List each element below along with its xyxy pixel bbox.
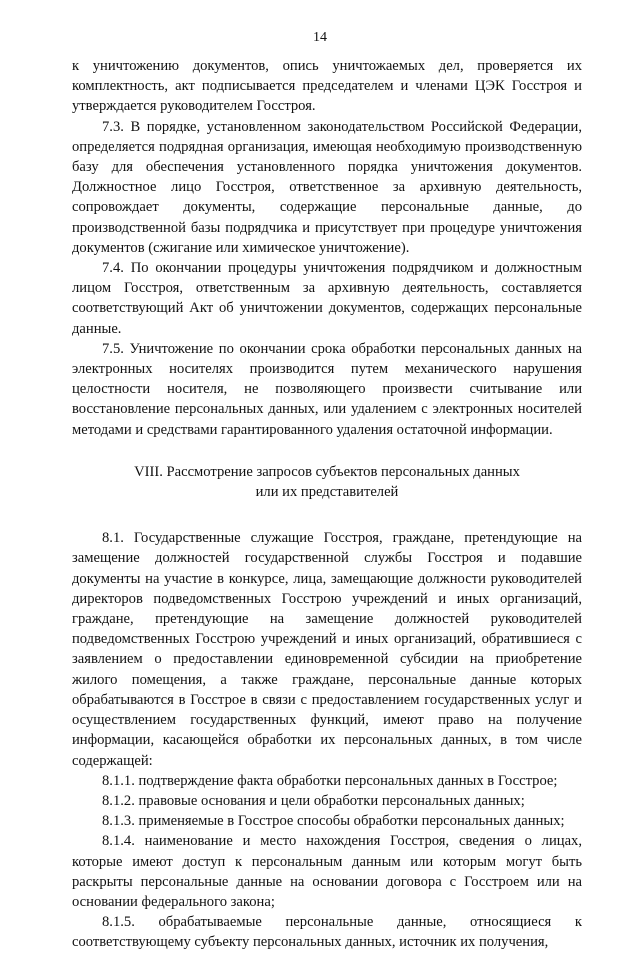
- paragraph-7-5: 7.5. Уничтожение по окончании срока обработки персональных данных на электронных носителях производится путем механического нарушения целостности носителя, не позволяющего произвести считывание или восстановление персональных данных, или удалением с электронных носителей методами и средствами гарантированного удаления остаточной информации.: [72, 340, 582, 438]
- paragraph-8-1-5: 8.1.5. обрабатываемые персональные данные, относящиеся к соответствующему субъекту персональных данных, источник их получения,: [72, 914, 582, 951]
- paragraph-7-2-continuation: к уничтожению документов, опись уничтожаемых дел, проверяется их комплектность, акт подписывается председателем и членами ЦЭК Госстроя и утверждается руководителем Госстроя.: [72, 58, 582, 115]
- paragraph-7-3: 7.3. В порядке, установленном законодательством Российской Федерации, определяется подрядная организация, имеющая необходимую производственную базу для обеспечения установленного порядка уничтожения документов. Должностное лицо Госстроя, ответственное за архивную деятельность, сопровождает документы, содержащие персональные данные, до производственной базы подрядчика и присутствует при процедуре уничтожения документов (сжигание или химическое уничтожение).: [72, 118, 582, 256]
- paragraph-8-1-1: 8.1.1. подтверждение факта обработки персональных данных в Госстрое;: [102, 772, 558, 789]
- paragraph-8-1-3: 8.1.3. применяемые в Госстрое способы обработки персональных данных;: [102, 813, 565, 830]
- paragraph-8-1: 8.1. Государственные служащие Госстроя, граждане, претендующие на замещение должностей государственной службы Госстроя и подавшие документы на участие в конкурсе, лица, замещающие должности руководителей директоров подведомственных Госстрою учреждений и иных организаций, граждане, претендующие на замещение должностей руководителей подведомственных Госстрою учреждений и иных организаций, обратившиеся с заявлением о предоставлении единовременной субсидии на приобретение жилого помещения, а также граждане, персональные данные которых обрабатываются в Госстрое в связи с предоставлением государственных услуг и осуществлением государственных функций, имеют право на получение информации, касающейся обработки их персональных данных, в том числе содержащей:: [72, 530, 582, 769]
- page-body: [72, 56, 582, 953]
- section-heading-line-1: VIII. Рассмотрение запросов субъектов персональных данных: [134, 463, 520, 480]
- section-heading: [72, 462, 582, 502]
- paragraph-8-1-2: 8.1.2. правовые основания и цели обработки персональных данных;: [102, 792, 525, 809]
- page-number: 14: [313, 30, 327, 45]
- paragraph-7-4: 7.4. По окончании процедуры уничтожения подрядчиком и должностным лицом Госстроя, ответственным за архивную деятельность, составляется соответствующий Акт об уничтожении документов, содержащих персональные данные.: [72, 260, 582, 337]
- section-heading-line-2: или их представителей: [255, 484, 399, 501]
- paragraph-8-1-4: 8.1.4. наименование и место нахождения Госстроя, сведения о лицах, которые имеют доступ к персональным данным или которым могут быть раскрыты персональные данные на основании договора с Госстроем или на основании федерального закона;: [72, 833, 582, 910]
